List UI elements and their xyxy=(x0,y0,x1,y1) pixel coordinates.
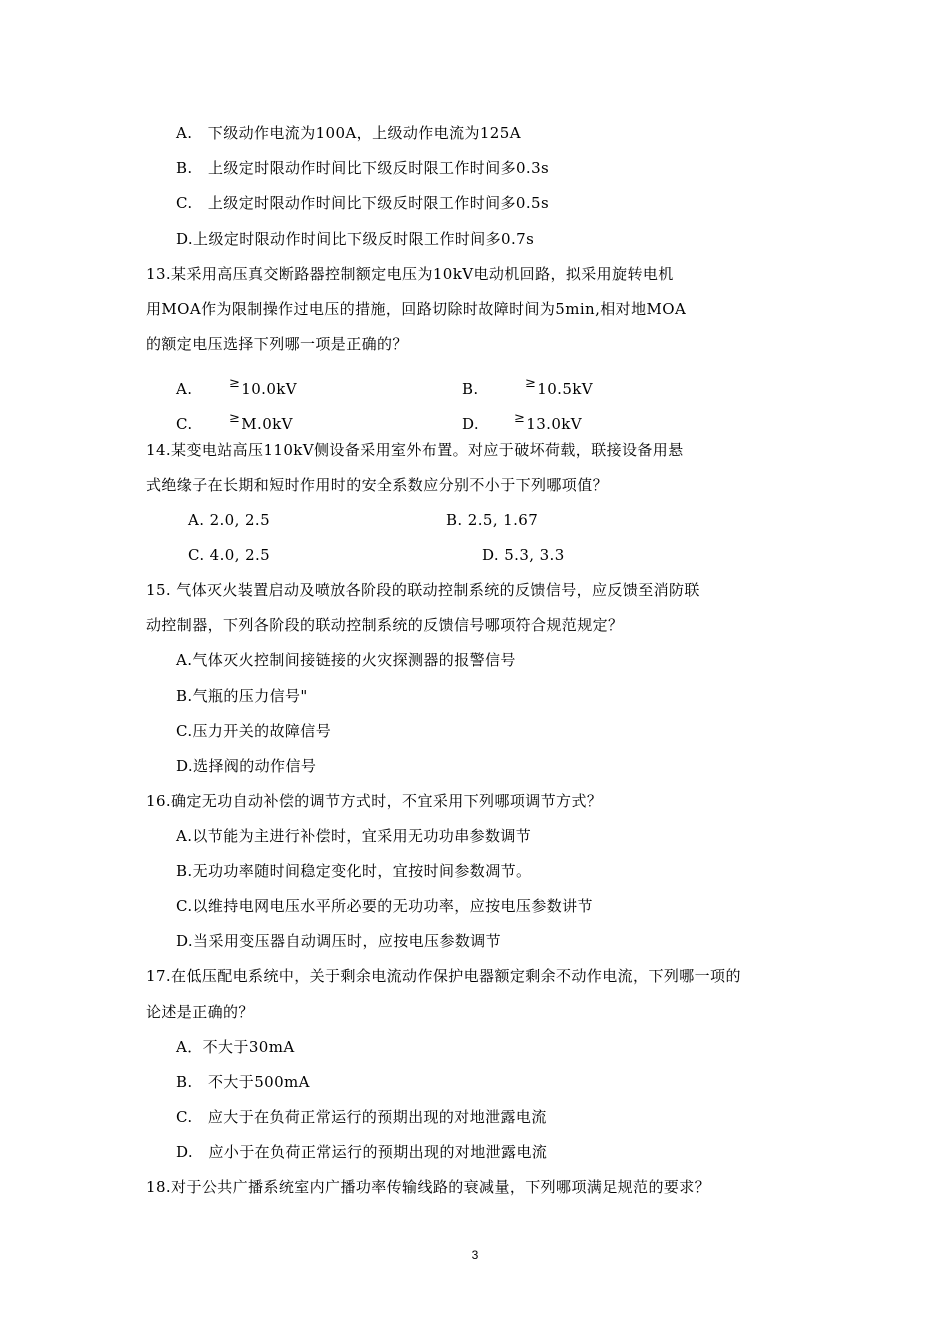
q13-stem-line2: 用MOA作为限制操作过电压的措施，回路切除时故障时间为5min,相对地MOA xyxy=(146,300,687,318)
q12-option-c: C. 上级定时限动作时间比下级反时限工作时间多0.5s xyxy=(176,194,550,212)
q14-option-b: B. 2.5, 1.67 xyxy=(446,511,539,529)
q13-option-d-value: 13.0kV xyxy=(526,415,583,433)
q17-stem-line2: 论述是正确的？ xyxy=(146,1003,254,1021)
q12-option-b: B. 上级定时限动作时间比下级反时限工作时间多0.3s xyxy=(176,159,550,177)
q17-option-b: B. 不大于500mA xyxy=(176,1073,310,1091)
page-number: 3 xyxy=(471,1248,479,1262)
q12-option-d: D.上级定时限动作时间比下级反时限工作时间多0.7s xyxy=(176,230,535,248)
q16-option-c: C.以维持电网电压水平所必要的无功功率，应按电压参数讲节 xyxy=(176,897,593,915)
q18-stem-line1: 18.对于公共广播系统室内广播功率传输线路的衰减量，下列哪项满足规范的要求？ xyxy=(146,1178,711,1196)
q17-option-c: C. 应大于在负荷正常运行的预期出现的对地泄露电流 xyxy=(176,1108,547,1126)
q14-stem-line1: 14.某变电站高压110kV侧设备采用室外布置。对应于破坏荷载，联接设备用悬 xyxy=(146,441,684,459)
q16-option-b: B.无功功率随时间稳定变化时，宜按时间参数凋节。 xyxy=(176,862,532,880)
geq-symbol: ≥ xyxy=(514,411,526,426)
q15-option-c: C.压力开关的故障信号 xyxy=(176,722,332,740)
q13-option-a-label: A. xyxy=(176,380,193,398)
q15-stem-line2: 动控制器，下列各阶段的联动控制系统的反馈信号哪项符合规范规定？ xyxy=(146,616,624,634)
geq-symbol: ≥ xyxy=(525,376,537,391)
q14-option-a: A. 2.0, 2.5 xyxy=(188,511,271,529)
q13-stem-line1: 13.某采用高压真交断路器控制额定电压为10kV电动机回路，拟采用旋转电机 xyxy=(146,265,674,283)
q13-option-b xyxy=(525,376,594,401)
q13-option-a xyxy=(229,376,298,401)
q15-option-d: D.选择阀的动作信号 xyxy=(176,757,317,775)
q17-option-d: D. 应小于在负荷正常运行的预期出现的对地泄露电流 xyxy=(176,1143,548,1161)
q16-option-d: D.当采用变压器自动调压时，应按电压参数调节 xyxy=(176,932,502,950)
geq-symbol: ≥ xyxy=(229,376,241,391)
q15-option-b: B.气瓶的压力信号" xyxy=(176,687,308,705)
q13-option-c xyxy=(229,411,293,436)
q16-option-a: A.以节能为主进行补偿时，宜采用无功功串参数调节 xyxy=(176,827,532,845)
geq-symbol: ≥ xyxy=(229,411,241,426)
q13-option-a-value: 10.0kV xyxy=(241,380,298,398)
q17-option-a: A．不大于30mA xyxy=(176,1038,295,1056)
q13-option-d xyxy=(514,411,583,436)
q15-option-a: A.气体灭火控制间接链接的火灾探测器的报警信号 xyxy=(176,651,516,669)
q14-stem-line2: 式绝缘子在长期和短时作用时的安全系数应分别不小于下列哪项值？ xyxy=(146,476,609,494)
q14-option-d: D. 5.3, 3.3 xyxy=(482,546,565,564)
q13-option-b-label: B. xyxy=(462,380,479,398)
q13-option-b-value: 10.5kV xyxy=(537,380,594,398)
q13-option-c-label: C. xyxy=(176,415,193,433)
q14-option-c: C. 4.0, 2.5 xyxy=(188,546,271,564)
q13-stem-line3: 的额定电压选择下列哪一项是正确的？ xyxy=(146,335,408,353)
q17-stem-line1: 17.在低压配电系统中，关于剩余电流动作保护电器额定剩余不动作电流，下列哪一项的 xyxy=(146,967,741,985)
q15-stem-line1: 15. 气体灭火装置启动及喷放各阶段的联动控制系统的反馈信号，应反馈至消防联 xyxy=(146,581,700,599)
q13-option-d-label: D. xyxy=(462,415,480,433)
q13-option-c-value: M.0kV xyxy=(241,415,293,433)
q16-stem-line1: 16.确定无功自动补偿的调节方式时，不宜采用下列哪项调节方式？ xyxy=(146,792,603,810)
q12-option-a: A. 下级动作电流为100A，上级动作电流为125A xyxy=(176,124,521,142)
